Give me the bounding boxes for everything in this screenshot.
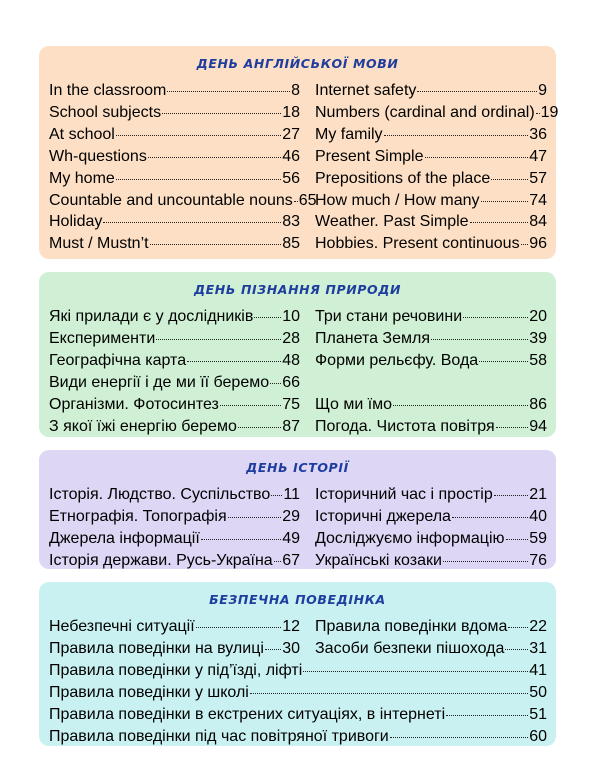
dot-leader (254, 317, 281, 318)
entry-title: Present Simple (315, 147, 424, 165)
entry-page-number: 67 (282, 551, 300, 569)
toc-entry (315, 550, 547, 572)
entry-page-number: 31 (529, 639, 547, 657)
entry-page-number: 66 (282, 373, 300, 391)
toc-entry (315, 233, 547, 255)
toc-entry (49, 704, 547, 726)
entry-page-number: 87 (282, 417, 300, 435)
dot-leader (393, 405, 528, 406)
entry-title: Погода. Чистота повітря (315, 417, 495, 435)
entry-page-number: 65 (298, 191, 317, 209)
dot-leader (463, 317, 528, 318)
entry-page-number: 94 (529, 417, 547, 435)
dot-leader (238, 427, 281, 428)
entry-title: Досліджуємо інформацію (315, 529, 505, 547)
entry-title: Prepositions of the place (315, 169, 491, 187)
dot-leader (505, 649, 528, 650)
dot-leader (417, 91, 537, 92)
entry-title: Географічна карта (49, 351, 187, 369)
toc-entry (49, 682, 547, 704)
dot-leader (220, 405, 281, 406)
toc-entry (49, 394, 300, 416)
entry-page-number: 86 (529, 395, 547, 413)
toc-entry (315, 190, 547, 212)
toc-entry (49, 102, 300, 124)
dot-leader (156, 339, 281, 340)
dot-leader (116, 179, 281, 180)
entry-title: Етнографія. Топографія (49, 507, 227, 525)
entry-title: Історія. Людство. Суспільство (49, 486, 271, 503)
toc-entry (315, 146, 547, 168)
section-history-day (39, 450, 556, 569)
toc-entry (49, 660, 547, 682)
entry-title: How much / How many (315, 191, 480, 209)
dot-leader (425, 157, 529, 158)
toc-entry (315, 416, 547, 438)
dot-leader (162, 113, 281, 114)
entry-page-number: 48 (282, 351, 300, 369)
dot-leader (431, 339, 528, 340)
toc-entry (49, 146, 300, 168)
toc-entry (315, 616, 547, 638)
toc-entry (49, 506, 300, 528)
entry-title: Правила поведінки на вулиці (49, 639, 264, 657)
toc-entry (49, 416, 300, 438)
dot-leader (271, 495, 282, 496)
entry-title: Правила поведінки в екстрених ситуаціях, в інтернеті (49, 705, 446, 723)
entry-title: З якої їжі енергію беремо (49, 417, 237, 435)
entry-title: Holiday (49, 213, 103, 231)
entry-page-number: 51 (529, 705, 547, 723)
entry-page-number: 96 (529, 235, 547, 253)
toc-entry (49, 528, 300, 550)
entry-page-number: 46 (282, 147, 300, 165)
toc-entry (315, 328, 547, 350)
entry-page-number: 60 (529, 727, 547, 745)
dot-leader (265, 649, 281, 650)
dot-leader (384, 135, 529, 136)
section-title: ДЕНЬ ІСТОРІЇ (246, 460, 349, 475)
dot-leader (521, 244, 529, 245)
dot-leader (103, 222, 281, 223)
entry-title: Hobbies. Present continuous (315, 235, 520, 253)
toc-entry (315, 350, 547, 372)
dot-leader (443, 561, 528, 562)
entry-title: Numbers (cardinal and ordinal) (315, 103, 535, 121)
toc-entry (49, 372, 300, 394)
entry-page-number: 12 (282, 618, 300, 635)
entry-page-number: 28 (282, 329, 300, 347)
entry-title: Експерименти (49, 329, 156, 347)
dot-leader (479, 361, 528, 362)
dot-leader (228, 517, 282, 518)
dot-leader (196, 627, 282, 628)
entry-page-number: 20 (529, 308, 547, 325)
toc-entry (315, 168, 547, 190)
dot-leader (274, 561, 282, 562)
toc-entry (315, 306, 547, 328)
entry-page-number: 29 (282, 507, 300, 525)
entry-title: Історичний час і простір (315, 486, 493, 503)
entry-title: Правила поведінки вдома (315, 618, 508, 635)
entry-page-number: 84 (529, 213, 547, 231)
entry-page-number: 8 (291, 82, 300, 99)
entry-page-number: 76 (529, 551, 547, 569)
toc-entry (49, 484, 300, 506)
toc-entry (315, 528, 547, 550)
toc-entry (49, 233, 300, 255)
dot-leader (148, 157, 281, 158)
entry-page-number: 36 (529, 125, 547, 143)
dot-leader (167, 91, 290, 92)
dot-leader (491, 179, 528, 180)
entry-page-number: 11 (283, 486, 300, 503)
entry-title: Internet safety (315, 82, 417, 99)
toc-entry (49, 168, 300, 190)
entry-page-number: 57 (529, 169, 547, 187)
entry-title: At school (49, 125, 115, 143)
dot-leader (481, 201, 529, 202)
dot-leader (452, 517, 528, 518)
section-english-day (39, 46, 559, 259)
entry-page-number: 50 (529, 683, 547, 701)
toc-entry (49, 638, 300, 660)
toc-entry (49, 306, 300, 328)
dot-leader (201, 539, 281, 540)
toc-entry (315, 80, 547, 102)
toc-entry (49, 190, 317, 212)
entry-page-number: 39 (529, 329, 547, 347)
toc-entry (315, 484, 547, 506)
entry-title: In the classroom (49, 82, 167, 99)
toc-entry (49, 80, 300, 102)
entry-page-number: 74 (529, 191, 547, 209)
dot-leader (506, 539, 529, 540)
section-title: ДЕНЬ ПІЗНАННЯ ПРИРОДИ (193, 282, 402, 297)
toc-entry (315, 102, 559, 124)
dot-leader (187, 361, 281, 362)
entry-title: Небезпечні ситуації (49, 618, 195, 635)
entry-title: Історичні джерела (315, 507, 451, 525)
entry-page-number: 41 (529, 661, 547, 679)
dot-leader (116, 135, 281, 136)
entry-page-number: 47 (529, 147, 547, 165)
entry-page-number: 19 (540, 103, 559, 121)
entry-page-number: 9 (538, 82, 547, 99)
entry-title: Weather. Past Simple (315, 213, 469, 231)
entry-title: Правила поведінки під час повітряної тривоги (49, 727, 389, 745)
entry-title: School subjects (49, 103, 162, 121)
section-safe-behavior (39, 582, 556, 746)
entry-title: Засоби безпеки пішохода (315, 639, 505, 657)
dot-leader (446, 715, 528, 716)
entry-title: Українські козаки (315, 551, 442, 569)
toc-entry (315, 506, 547, 528)
toc-entry (49, 328, 300, 350)
dot-leader (536, 113, 540, 114)
entry-title: Джерела інформації (49, 529, 200, 547)
entry-title: Wh-questions (49, 147, 147, 165)
entry-page-number: 75 (282, 395, 300, 413)
entry-title: Три стани речовини (315, 308, 463, 325)
dot-leader (294, 201, 298, 202)
entry-title: Історія держави. Русь-Україна (49, 551, 273, 569)
dot-leader (270, 383, 281, 384)
toc-entry (315, 124, 547, 146)
entry-title: My home (49, 169, 115, 187)
toc-entry (315, 211, 547, 233)
entry-page-number: 56 (282, 169, 300, 187)
entry-page-number: 30 (282, 639, 300, 657)
entry-page-number: 18 (282, 103, 300, 121)
toc-entry (49, 550, 300, 572)
entry-title: Must / Mustn’t (49, 235, 149, 253)
toc-entry (49, 124, 300, 146)
dot-leader (303, 671, 528, 672)
section-nature-day (39, 272, 556, 437)
entry-title: Форми рельєфу. Вода (315, 351, 479, 369)
entry-page-number: 10 (282, 308, 300, 325)
dot-leader (508, 627, 528, 628)
entry-title: Що ми їмо (315, 395, 393, 413)
entry-title: Види енергії і де ми її беремо (49, 373, 270, 391)
dot-leader (390, 737, 528, 738)
entry-page-number: 21 (529, 486, 547, 503)
entry-title: Правила поведінки у школі (49, 683, 249, 701)
entry-title: My family (315, 125, 383, 143)
entry-page-number: 59 (529, 529, 547, 547)
entry-title: Які прилади є у дослідників (49, 308, 254, 325)
dot-leader (494, 495, 528, 496)
entry-title: Правила поведінки у під’їзді, ліфті (49, 661, 303, 679)
section-title: ДЕНЬ АНГЛІЙСЬКОЇ МОВИ (196, 56, 399, 71)
section-title: БЕЗПЕЧНА ПОВЕДІНКА (209, 592, 386, 607)
entry-title: Планета Земля (315, 329, 430, 347)
entry-title: Countable and uncountable nouns (49, 191, 293, 209)
entry-page-number: 58 (529, 351, 547, 369)
toc-entry (315, 394, 547, 416)
toc-entry (49, 726, 547, 748)
toc-entry (49, 211, 300, 233)
entry-page-number: 27 (282, 125, 300, 143)
entry-page-number: 83 (282, 213, 300, 231)
entry-title: Організми. Фотосинтез (49, 395, 219, 413)
toc-entry (49, 616, 300, 638)
entry-page-number: 85 (282, 235, 300, 253)
entry-page-number: 49 (282, 529, 300, 547)
dot-leader (496, 427, 529, 428)
toc-entry (49, 350, 300, 372)
dot-leader (250, 693, 528, 694)
entry-page-number: 22 (529, 618, 547, 635)
entry-page-number: 40 (529, 507, 547, 525)
toc-entry (315, 638, 547, 660)
dot-leader (150, 244, 282, 245)
dot-leader (470, 222, 529, 223)
